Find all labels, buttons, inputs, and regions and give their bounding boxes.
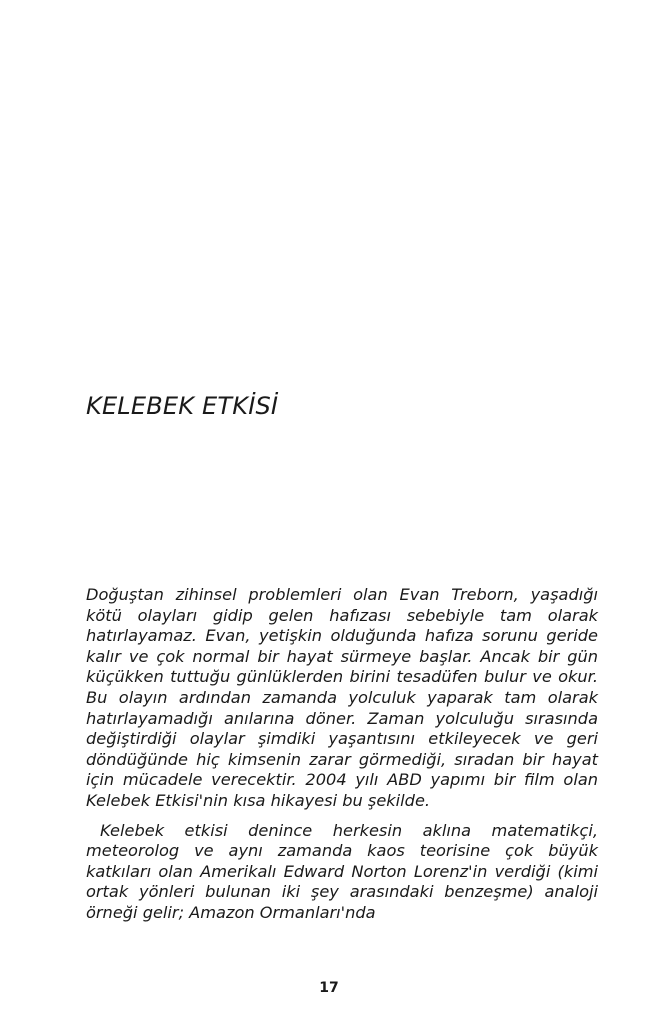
- page-number: 17: [319, 980, 339, 996]
- chapter-body: [86, 585, 598, 924]
- paragraph-2: Kelebek etkisi denince herkesin aklına matematikçi, meteorolog ve aynı zamanda kaos teorisine çok büyük katkıları olan Amerikalı Edward Norton Lorenz'in verdiği (kimi ortak yönleri bulunan iki şey arasındaki benzeşme) analoji örneği gelir; Amazon Ormanları'nda: [86, 820, 598, 922]
- chapter-title: KELEBEK ETKİSİ: [86, 392, 279, 420]
- paragraph-1: Doğuştan zihinsel problemleri olan Evan Treborn, yaşadığı kötü olayları gidip gelen hafızası sebebiyle tam olarak hatırlayamaz. Evan, yetişkin olduğunda hafıza sorunu geride kalır ve çok normal bir hayat sürmeye başlar. Ancak bir gün küçükken tuttuğu günlüklerden birini tesadüfen bulur ve okur. Bu olayın ardından zamanda yolculuk yaparak tam olarak hatırlayamadığı anılarına döner. Zaman yolculuğu sırasında değiştirdiği olaylar şimdiki yaşantısını etkileyecek ve geri döndüğünde hiç kimsenin zarar görmediği, sıradan bir hayat için mücadele verecektir. 2004 yılı ABD yapımı bir film olan Kelebek Etkisi'nin kısa hikayesi bu şekilde.: [86, 585, 598, 810]
